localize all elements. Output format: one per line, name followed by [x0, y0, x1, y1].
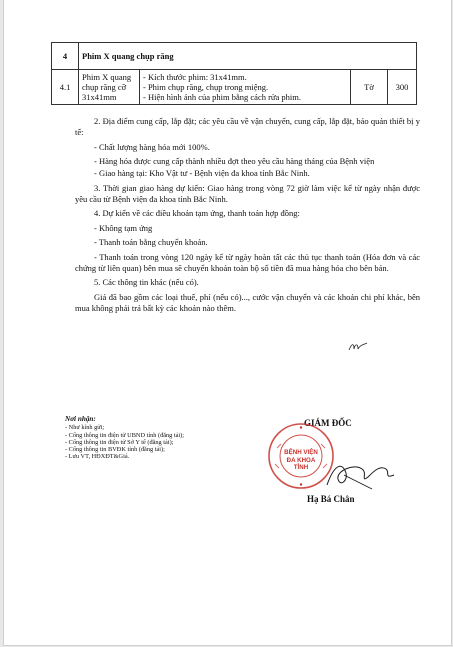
- spec-line: - Kích thước phim: 31x41mm.: [143, 72, 247, 82]
- item-name: Phim X quang chụp răng cỡ 31x41mm: [79, 70, 140, 105]
- table-row: [52, 70, 417, 105]
- paragraph: - Chất lượng hàng hóa mới 100%.: [94, 141, 210, 152]
- seal-line: TỈNH: [293, 464, 309, 471]
- spec-line: - Hiện hình ảnh của phim bằng cách rửa phim.: [143, 92, 302, 102]
- signer-name: Hạ Bá Chân: [307, 494, 355, 504]
- paragraph: 5. Các thông tin khác (nếu có).: [94, 277, 199, 287]
- paragraph: Giá đã bao gồm các loại thuế, phí (nếu có)..., cước vận chuyển và các khoản chi phí khác, bên mua không phải trả bất kỳ các khoản nào thêm.: [75, 291, 420, 313]
- initials-mark: [348, 341, 368, 353]
- document-body: [75, 116, 420, 317]
- paragraph: 3. Thời gian giao hàng dự kiến: Giao hàng trong vòng 72 giờ làm việc kể từ ngày nhận được yêu cầu từ Bệnh viện đa khoa tỉnh Bắc Ninh.: [75, 182, 420, 204]
- signer-title: GIÁM ĐỐC: [304, 418, 352, 428]
- paragraph: - Không tạm ứng: [94, 222, 153, 233]
- recipient-item: - Cổng thông tin BVĐK tỉnh (đăng tải);: [65, 446, 165, 454]
- paragraph: - Giao hàng tại: Kho Vật tư - Bệnh viện đa khoa tỉnh Bắc Ninh.: [94, 168, 310, 178]
- item-unit: Tờ: [351, 70, 388, 105]
- recipient-item: - Lưu VT, HĐXĐT&Giá.: [65, 453, 130, 461]
- paragraph: - Thanh toán bằng chuyển khoản.: [94, 237, 208, 247]
- recipient-item: - Cổng thông tin điện tử UBND tỉnh (đăng tải);: [65, 431, 185, 439]
- paragraph: 2. Địa điểm cung cấp, lắp đặt; các yêu cầu về vận chuyển, cung cấp, lắp đặt, bảo quản thiết bị y tế:: [75, 116, 420, 137]
- item-number: 4.1: [52, 70, 79, 105]
- paragraph: - Hàng hóa được cung cấp thành nhiều đợt theo yêu cầu hàng tháng của Bệnh viện: [94, 156, 375, 166]
- document-page: [3, 0, 452, 646]
- handwritten-signature: [324, 455, 399, 495]
- recipients-block: [65, 416, 265, 461]
- recipient-item: - Như kính gửi;: [65, 424, 105, 432]
- table-section-row: [52, 43, 417, 70]
- seal-line: ĐA KHOA: [286, 456, 316, 464]
- recipient-item: - Cổng thông tin điện tử Sở Y tế (đăng tải);: [65, 438, 174, 446]
- recipients-title: Nơi nhận:: [65, 415, 96, 423]
- seal-line: BỆNH VIỆN: [284, 449, 318, 456]
- spec-line: - Phim chụp răng, chụp trong miệng.: [143, 82, 269, 92]
- section-number: 4: [52, 43, 79, 70]
- item-quantity: 300: [388, 70, 417, 105]
- item-specs: [140, 70, 351, 105]
- section-name: Phim X quang chụp răng: [79, 43, 417, 70]
- paragraph: 4. Dự kiến về các điều khoản tạm ứng, thanh toán hợp đồng:: [94, 208, 300, 218]
- paragraph: - Thanh toán trong vòng 120 ngày kể từ ngày hoàn tất các thủ tục thanh toán (Hóa đơn và các chứng từ liên quan) bên mua sẽ chuyển khoản toàn bộ số tiền đã mua hàng hóa cho bên bán.: [75, 251, 420, 273]
- spec-table: [51, 42, 417, 105]
